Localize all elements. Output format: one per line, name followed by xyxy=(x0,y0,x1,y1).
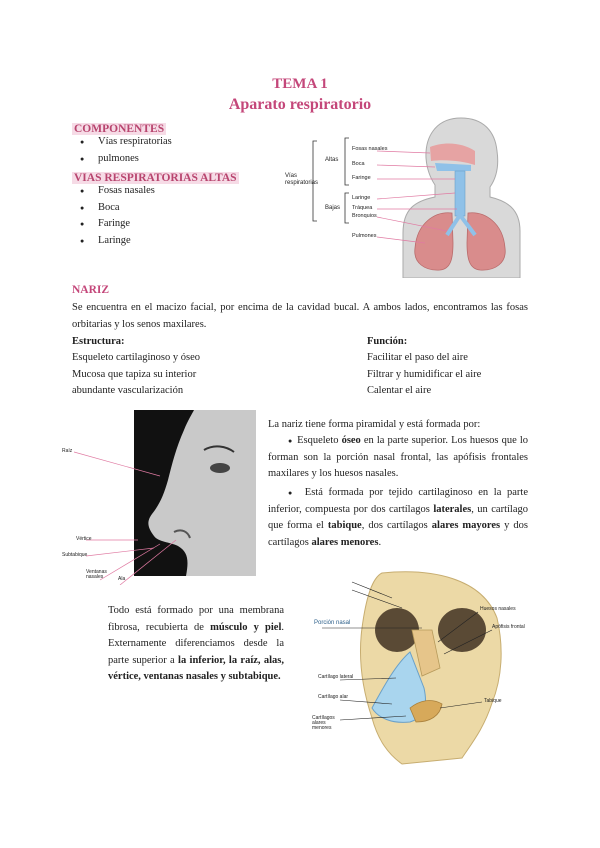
componentes-heading: COMPONENTES xyxy=(74,123,165,135)
nasal-skull-figure xyxy=(292,568,530,768)
fig-label: Raíz xyxy=(62,448,73,454)
fig-label: Laringe xyxy=(352,195,371,201)
fig-label: Porción nasal xyxy=(314,620,351,626)
page-subtitle: Aparato respiratorio xyxy=(228,96,372,113)
funcion-heading: Función: xyxy=(367,336,408,347)
vias-altas-list xyxy=(72,183,155,249)
list-item: abundante vascularización xyxy=(72,385,184,396)
fig-label: Ala xyxy=(118,576,126,582)
nose-profile-figure xyxy=(60,410,256,585)
fig-label: Apófisis frontal xyxy=(492,624,525,630)
fig-label: Pulmones xyxy=(352,233,377,239)
fig-label: Boca xyxy=(352,161,365,167)
fig-label: Tabique xyxy=(484,698,502,704)
nariz-heading: NARIZ xyxy=(72,284,110,296)
list-item: ● Laringe xyxy=(72,233,155,250)
list-item: Mucosa que tapiza su interior xyxy=(72,368,197,380)
nariz-intro: Se encuentra en el macizo facial, por encima de la cavidad bucal. A ambos lados, encontramos las fosas orbitarias y los senos maxilares. xyxy=(72,302,528,330)
fig-label: Tráquea xyxy=(352,205,373,211)
funcion-list xyxy=(367,350,481,400)
fig-label: Fosas nasales xyxy=(352,146,388,152)
vias-altas-heading: VIAS RESPIRATORIAS ALTAS xyxy=(74,172,237,184)
fig-label-bajas: Bajas xyxy=(325,205,341,211)
list-item: Filtrar y humidificar el aire xyxy=(367,368,482,380)
fig-label: Ventanas nasales xyxy=(86,569,107,580)
fig-label: Cartílagos alares menores xyxy=(312,715,335,731)
estructura-heading: Estructura: xyxy=(72,336,125,347)
fig-label: Cartílago lateral xyxy=(318,674,354,680)
respiratory-system-figure xyxy=(285,113,525,278)
fig-label: Faringe xyxy=(352,175,371,181)
list-item: Esqueleto cartilaginoso y óseo xyxy=(72,352,201,363)
list-item: Facilitar el paso del aire xyxy=(367,352,468,363)
estructura-list xyxy=(72,350,200,400)
fig-label-vias: Vías respiratorias xyxy=(285,173,319,186)
list-item: ● pulmones xyxy=(72,151,172,168)
fig-label-altas: Altas xyxy=(325,157,339,163)
fig-label: Huesos nasales xyxy=(480,606,516,612)
list-item: ● Fosas nasales xyxy=(72,183,155,200)
list-item: Calentar el aire xyxy=(367,385,432,396)
membrana-paragraph: Todo está formado por una membrana fibrosa, recubierta de músculo y piel. Externamente diferenciamos desde la parte superior a la inferior, la raíz, alas, vértice, ventanas nasales y subtabique. xyxy=(108,605,284,682)
bullet-cartilaginoso: ● Está formada por tejido cartilaginoso en la parte inferior, compuesta por dos cartílagos laterales, un cartílago que forma el tabique, dos cartílagos alares mayores y dos cartílagos alares menores. xyxy=(268,487,529,548)
page-title: TEMA 1 xyxy=(272,76,328,92)
nariz-forma: La nariz tiene forma piramidal y está formada por: xyxy=(268,419,481,430)
list-item: ● Faringe xyxy=(72,216,155,233)
fig-label: Cartílago alar xyxy=(318,694,349,700)
componentes-list xyxy=(72,134,172,167)
fig-label: Vértice xyxy=(76,536,92,542)
fig-label: Subtabique xyxy=(62,552,88,558)
list-item: ● Vías respiratorias xyxy=(72,134,172,151)
fig-label: Bronquios xyxy=(352,213,377,219)
list-item: ● Boca xyxy=(72,200,155,217)
bullet-oseo: ● Esqueleto óseo en la parte superior. Los huesos que lo forman son la porción nasal frontal, las apófisis frontales maxilares y los huesos nasales. xyxy=(268,435,528,479)
